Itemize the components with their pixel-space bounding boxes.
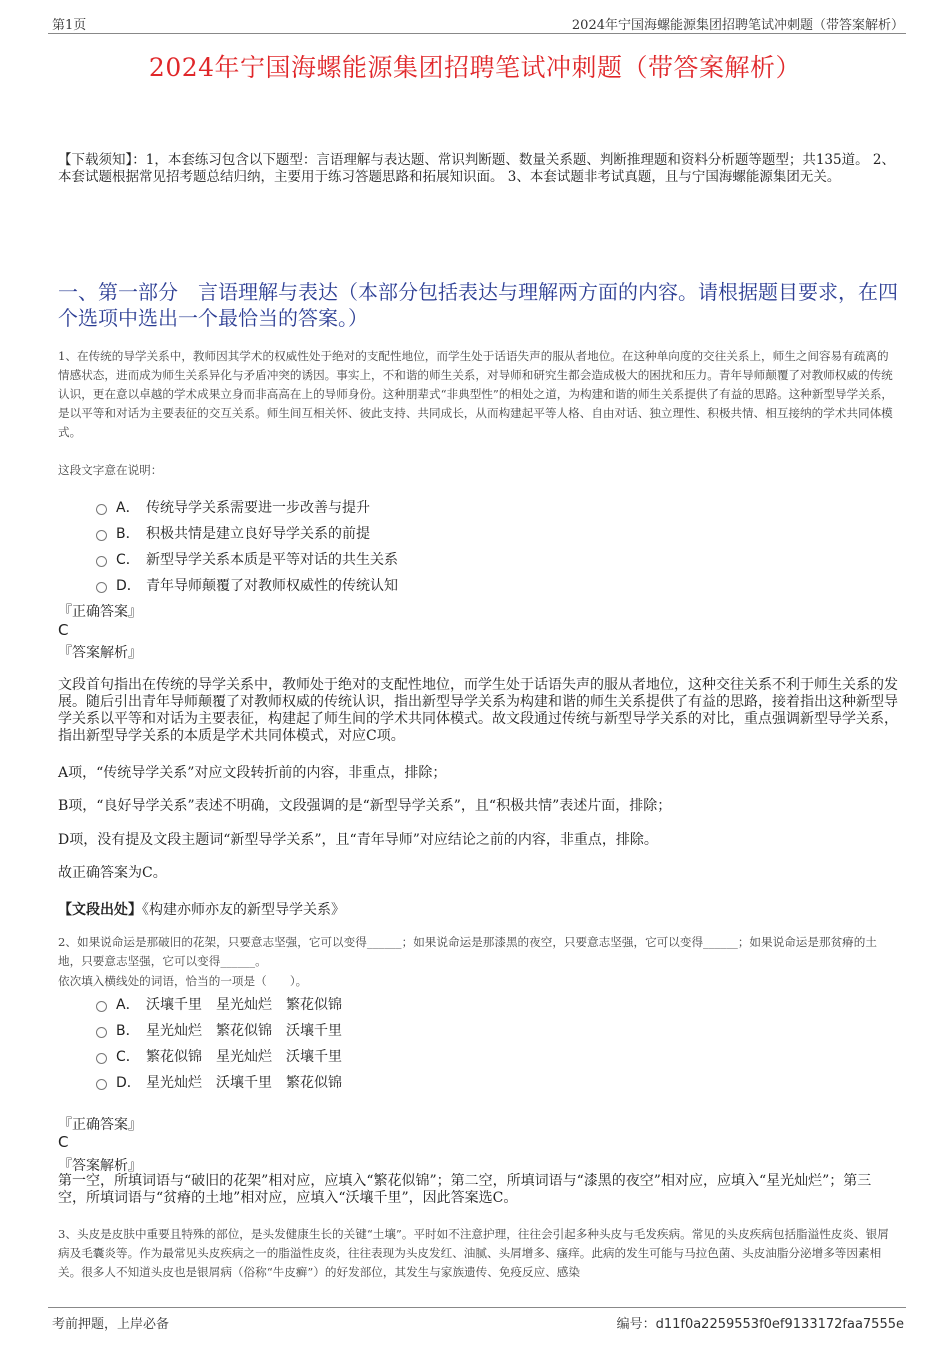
q1-analysis-d: D项，没有提及文段主题词“新型导学关系”，且“青年导师”对应结论之前的内容，非重点，排除。 <box>58 832 658 848</box>
q2-stem: 2、如果说命运是那破旧的花架，只要意志坚强，它可以变得______；如果说命运是那漆黑的夜空，只要意志坚强，它可以变得______；如果说命运是那贫瘠的土地，只要意志坚强，它可以变得______。 <box>58 935 877 968</box>
page-title: 2024年宁国海螺能源集团招聘笔试冲刺题（带答案解析） <box>148 53 802 82</box>
footer-divider <box>48 1307 906 1308</box>
footer-slogan: 考前押题，上岸必备 <box>52 1317 170 1332</box>
code-label: 编号： <box>616 1317 656 1332</box>
q2-option-a[interactable] <box>96 991 342 1017</box>
option-letter: D． <box>116 1075 141 1091</box>
q1-option-d[interactable] <box>96 572 398 598</box>
q1-answer: C <box>58 621 69 639</box>
radio-icon[interactable] <box>96 530 107 541</box>
download-notice: 【下载须知】：1，本套练习包含以下题型：言语理解与表达题、常识判断题、数量关系题、判断推理题和资料分析题等题型；共135道。 2、本套试题根据常见招考题总结归纳，主要用于练习答题思路和拓展知识面。 3、本套试题非考试真题，且与宁国海螺能源集团无关。 <box>58 152 895 185</box>
radio-icon[interactable] <box>96 1001 107 1012</box>
q1-explain-label: 『答案解析』 <box>58 645 142 661</box>
radio-icon[interactable] <box>96 556 107 567</box>
q2-option-c[interactable] <box>96 1043 342 1069</box>
option-letter: B． <box>116 1023 140 1039</box>
q2-explain-label: 『答案解析』 <box>58 1158 142 1174</box>
q2-explanation: 第一空，所填词语与“破旧的花架”相对应，应填入“繁花似锦”；第二空，所填词语与“漆黑的夜空”相对应，应填入“星光灿烂”；第三空，所填词语与“贫瘠的土地”相对应，应填入“沃壤千里”，因此答案选C。 <box>58 1173 872 1206</box>
code-value: d11f0a2259553f0ef9133172faa7555e <box>655 1317 904 1332</box>
section-heading: 一、第一部分 言语理解与表达（本部分包括表达与理解两方面的内容。请根据题目要求，在四个选项中选出一个最恰当的答案。） <box>58 280 898 330</box>
option-letter: B． <box>116 526 140 542</box>
q2-option-b[interactable] <box>96 1017 342 1043</box>
option-letter: C． <box>116 1049 140 1065</box>
q1-option-c[interactable] <box>96 546 398 572</box>
q1-option-b[interactable] <box>96 520 398 546</box>
option-text: 新型导学关系本质是平等对话的共生关系 <box>146 552 398 568</box>
header-doc-title: 2024年宁国海螺能源集团招聘笔试冲刺题（带答案解析） <box>571 18 904 33</box>
radio-icon[interactable] <box>96 1053 107 1064</box>
q1-analysis-a: A项，“传统导学关系”对应文段转折前的内容，非重点，排除； <box>58 765 447 781</box>
radio-icon[interactable] <box>96 582 107 593</box>
option-text: 传统导学关系需要进一步改善与提升 <box>146 500 370 516</box>
radio-icon[interactable] <box>96 1079 107 1090</box>
option-text: 沃壤千里 星光灿烂 繁花似锦 <box>146 997 342 1013</box>
source-label: 【文段出处】 <box>58 902 142 918</box>
option-text: 繁花似锦 星光灿烂 沃壤千里 <box>146 1049 342 1065</box>
q2-answer: C <box>58 1133 69 1151</box>
q1-option-a[interactable] <box>96 494 398 520</box>
option-text: 星光灿烂 繁花似锦 沃壤千里 <box>146 1023 342 1039</box>
option-letter: A． <box>116 997 140 1013</box>
q2-answer-label: 『正确答案』 <box>58 1117 142 1133</box>
q2-option-d[interactable] <box>96 1069 342 1095</box>
header-divider <box>48 33 906 34</box>
q1-conclusion: 故正确答案为C。 <box>58 865 167 881</box>
option-text: 星光灿烂 沃壤千里 繁花似锦 <box>146 1075 342 1091</box>
option-letter: A． <box>116 500 140 516</box>
q1-source <box>58 899 345 919</box>
page-number: 第1页 <box>52 18 87 33</box>
q1-explanation: 文段首句指出在传统的导学关系中，教师处于绝对的支配性地位，而学生处于话语失声的服从者地位，这种交往关系不利于师生关系的发展。随后引出青年导师颠覆了对教师权威的传统认识，指出新型导学关系为构建和谐的师生关系提供了有益的思路，接着指出这种新型导学关系以平等和对话为主要表征，构建起了师生间的学术共同体模式。故文段通过传统与新型导学关系的对比，重点强调新型导学关系，指出新型导学关系的本质是学术共同体模式，对应C项。 <box>58 677 898 744</box>
footer-code <box>617 1313 904 1332</box>
radio-icon[interactable] <box>96 1027 107 1038</box>
q1-prompt: 这段文字意在说明： <box>58 463 163 477</box>
source-title: 《构建亦师亦友的新型导学关系》 <box>142 902 345 918</box>
q2-prompt: 依次填入横线处的词语，恰当的一项是（ ）。 <box>58 974 308 988</box>
option-text: 青年导师颠覆了对教师权威性的传统认知 <box>146 578 398 594</box>
q1-passage: 1、在传统的导学关系中，教师因其学术的权威性处于绝对的支配性地位，而学生处于话语失声的服从者地位。在这种单向度的交往关系上，师生之间容易有疏离的情感状态，进而成为师生关系异化与矛盾冲突的诱因。事实上，不和谐的师生关系，对导师和研究生都会造成极大的困扰和压力。青年导师颠覆了对教师权威的传统认识，更在意以卓越的学术成果立身而非高高在上的导师身份。这种朋辈式“非典型性”的相处之道，为构建和谐的师生关系提供了有益的思路。这种新型导学关系，是以平等和对话为主要表征的交互关系。师生间互相关怀、彼此支持、共同成长，从而构建起平等人格、自由对话、独立理性、积极共情、相互接纳的学术共同体模式。 <box>58 349 894 439</box>
option-letter: D． <box>116 578 141 594</box>
option-text: 积极共情是建立良好导学关系的前提 <box>146 526 370 542</box>
q3-passage: 3、头皮是皮肤中重要且特殊的部位，是头发健康生长的关键“土壤”。平时如不注意护理，往往会引起多种头皮与毛发疾病。常见的头皮疾病包括脂溢性皮炎、银屑病及毛囊炎等。作为最常见头皮疾病之一的脂溢性皮炎，往往表现为头皮发红、油腻、头屑增多、瘙痒。此病的发生可能与马拉色菌、头皮油脂分泌增多等因素相关。很多人不知道头皮也是银屑病（俗称“牛皮癣”）的好发部位，其发生与家族遗传、免疫反应、感染 <box>58 1227 889 1279</box>
q1-options <box>96 494 398 598</box>
q1-analysis-b: B项，“良好导学关系”表述不明确，文段强调的是“新型导学关系”，且“积极共情”表述片面，排除； <box>58 798 672 814</box>
option-letter: C． <box>116 552 140 568</box>
radio-icon[interactable] <box>96 504 107 515</box>
q2-options <box>96 991 342 1095</box>
q1-answer-label: 『正确答案』 <box>58 604 142 620</box>
